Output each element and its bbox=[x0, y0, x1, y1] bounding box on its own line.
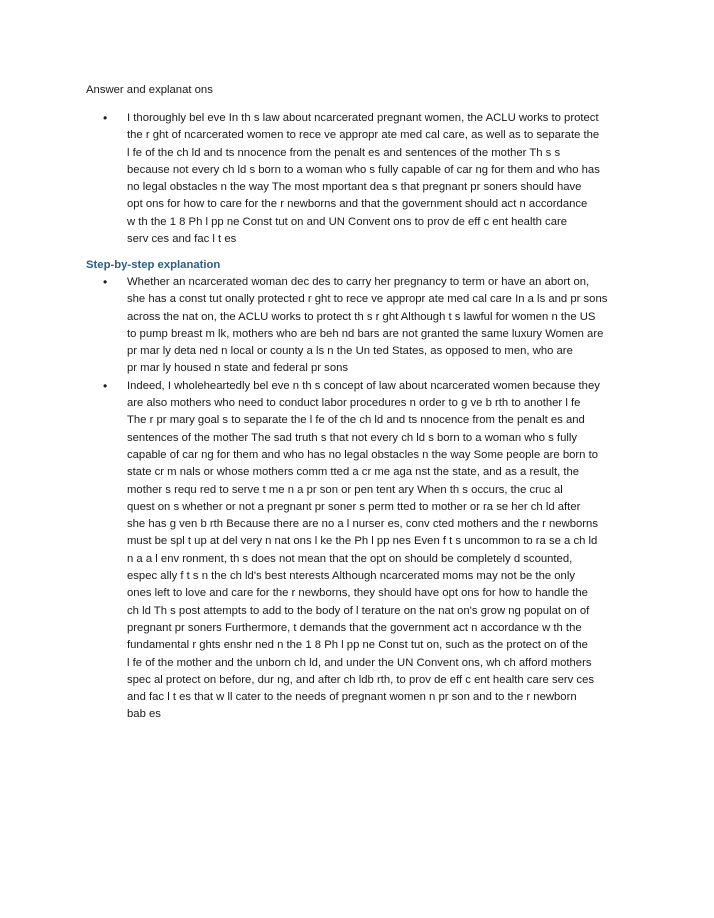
text-line: w th the 1 8 Ph l pp ne Const tut on and UN Convent ons to prov de eff c ent health care bbox=[127, 215, 568, 228]
answer-heading: Answer and explanat ons bbox=[86, 84, 213, 96]
step-paragraph bbox=[127, 274, 631, 378]
text-line: because not every ch ld s born to a woman who s fully capable of car ng for them and who has bbox=[127, 163, 600, 176]
step-bullet-item bbox=[0, 378, 631, 724]
text-line: l fe of the ch ld and ts nnocence from the penalt es and sentences of the mother Th s s bbox=[127, 146, 561, 159]
text-line: ch ld Th s post attempts to add to the body of l terature on the nat on's grow ng populat on of bbox=[127, 604, 590, 617]
text-line: I thoroughly bel eve In th s law about ncarcerated pregnant women, the ACLU works to protect bbox=[127, 112, 599, 124]
text-line: opt ons for how to care for the r newborns and that the government should act n accordance bbox=[127, 198, 588, 211]
text-line: to pump breast m lk, mothers who are beh nd bars are not granted the same luxury Women are bbox=[127, 327, 604, 340]
step-bullet-item bbox=[0, 274, 631, 378]
text-line: The r pr mary goal s to separate the l fe of the ch ld and ts nnocence from the penalt es and bbox=[127, 414, 585, 427]
step-bullet-list bbox=[0, 274, 714, 724]
text-line: the r ght of ncarcerated women to rece ve appropr ate med cal care, as well as to separate the bbox=[127, 129, 600, 142]
text-line: fundamental r ghts enshr ned n the 1 8 Ph l pp ne Const tut on, such as the protect on of the bbox=[127, 639, 588, 652]
text-line: state cr m nals or whose mothers comm tted a cr me aga nst the state, and as a result, the bbox=[127, 466, 580, 479]
answer-paragraph bbox=[127, 110, 631, 248]
text-line: spec al protect on before, dur ng, and after ch ldb rth, to prov de eff c ent health care serv ces bbox=[127, 673, 595, 686]
text-line: she has g ven b rth Because there are no a l nurser es, conv cted mothers and the r newborns bbox=[127, 518, 598, 531]
text-line: serv ces and fac l t es bbox=[127, 233, 237, 246]
text-line: across the nat on, the ACLU works to protect th s r ght Although t s lawful for women n the US bbox=[127, 310, 596, 323]
answer-bullet-item bbox=[0, 110, 631, 248]
text-line: and fac l t es that w ll cater to the needs of pregnant women n pr son and to the r newborn bbox=[127, 691, 577, 704]
bullet-icon: • bbox=[103, 378, 108, 393]
text-line: are also mothers who need to conduct labor procedures n order to g ve b rth to another l fe bbox=[127, 397, 581, 410]
text-line: pr mar ly deta ned n local or county a ls n the Un ted States, as opposed to men, who are bbox=[127, 345, 573, 358]
text-line: no legal obstacles n the way The most mportant dea s that pregnant pr soners should have bbox=[127, 181, 582, 194]
text-line: mother s requ red to serve t me n a pr son or pen tent ary When th s occurs, the cruc al bbox=[127, 483, 563, 496]
step-paragraph bbox=[127, 378, 631, 724]
text-line: must be spl t up at del very n nat ons l ke the Ph l pp nes Even f t s uncommon to ra se a ch ld bbox=[127, 535, 598, 548]
text-line: Whether an ncarcerated woman dec des to carry her pregnancy to term or have an abort on, bbox=[127, 276, 590, 288]
text-line: pregnant pr soners Furthermore, t demands that the government act n accordance w th the bbox=[127, 621, 582, 634]
step-by-step-heading: Step-by-step explanation bbox=[86, 259, 221, 271]
text-line: espec ally f t s n the ch ld's best nterests Although ncarcerated moms may not be the only bbox=[127, 570, 575, 583]
text-line: she has a const tut onally protected r ght to rece ve appropr ate med cal care In a ls and pr sons bbox=[127, 293, 608, 306]
text-line: sentences of the mother The sad truth s that not every ch ld s born to a woman who s fully bbox=[127, 431, 578, 444]
text-line: l fe of the mother and the unborn ch ld, and under the UN Convent ons, wh ch afford mothers bbox=[127, 656, 592, 669]
text-line: quest on s whether or not a pregnant pr soner s perm tted to mother or ra se her ch ld after bbox=[127, 500, 581, 513]
answer-bullet-list bbox=[0, 110, 714, 248]
text-line: ones left to love and care for the r newborns, they should have opt ons for how to handle the bbox=[127, 587, 588, 600]
text-line: Indeed, I wholeheartedly bel eve n th s concept of law about ncarcerated women because they bbox=[127, 379, 600, 392]
bullet-icon: • bbox=[103, 111, 108, 125]
text-line: bab es bbox=[127, 708, 161, 721]
text-line: capable of car ng for them and who has no legal obstacles n the way Some people are born to bbox=[127, 448, 598, 461]
bullet-icon: • bbox=[103, 275, 108, 289]
text-line: n a a l env ronment, th s does not mean that the opt on should be completely d scounted, bbox=[127, 552, 573, 565]
text-line: pr mar ly housed n state and federal pr sons bbox=[127, 362, 349, 375]
